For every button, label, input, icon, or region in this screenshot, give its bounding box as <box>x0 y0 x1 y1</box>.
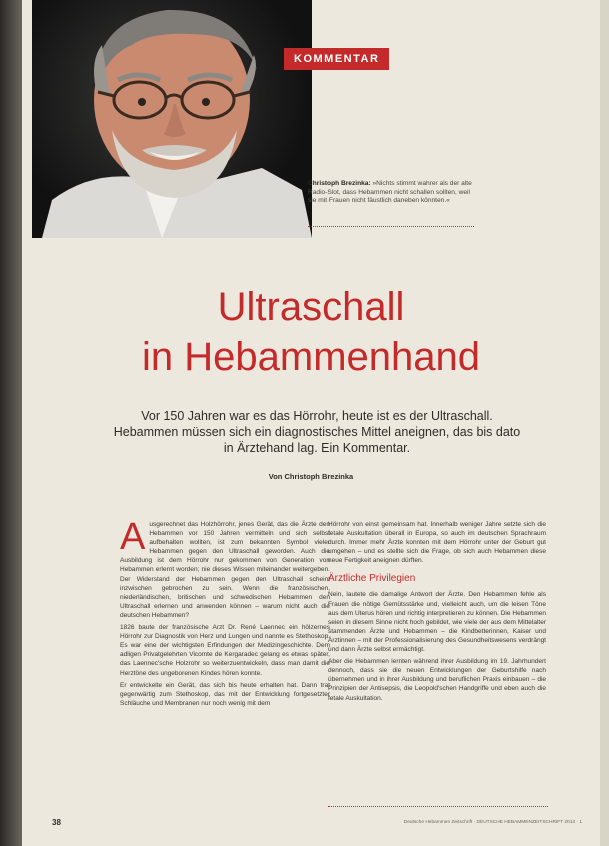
paragraph-text: usgerechnet das Holzhörrohr, jenes Gerät, das die Ärzte den Hebammen vor 150 Jahren vermitteln und sich selbst aufbehalten wollten, ist zum bekannten Symbol vieler Hebammen gegen den Ultraschall geworden. Auch die Ausbildung ist dem Hörrohr nur gekommen von Generation von Hebammen erlernt worden; nie dieses Wissen miteinander weitergeben. Der Widerstand der Hebammen gegen den Ultraschall scheint inzwischen gebrochen zu sein. Wenn die französischen, niederländischen, britischen und schwedischen Hebammen den Ultraschall erlernen und anwenden können – warum nicht auch die deutschen Hebammen? <box>120 521 330 619</box>
page-footer: Deutsche Hebammen Zeitschrift · DEUTSCHE HEBAMMENZEITSCHRIFT 2013 · 1 <box>403 820 582 825</box>
column-divider <box>328 806 548 807</box>
page-number: 38 <box>52 818 61 827</box>
title-line-1: Ultraschall <box>217 285 405 329</box>
title-line-2: in Hebammenhand <box>142 335 480 379</box>
paragraph: Hörrohr von einst gemeinsam hat. Innerhalb weniger Jahre setzte sich die fetale Auskultation überall in Europa, so auch im deutschen Sprachraum durch. Immer mehr Ärzte konnten mit dem Hörrohr unter der Geburt gut umgehen – und es stellte sich die Frage, ob sich auch Hebammen diese neue Fertigkeit aneignen dürften. <box>328 521 546 565</box>
magazine-page <box>22 0 600 846</box>
paragraph: 1826 baute der französische Arzt Dr. René Laennec ein hölzernes Hörrohr zur Diagnostik von Herz und Lungen und nannte es Stethoskop. Es war eine der wichtigsten Erfindungen der Medizingeschichte. Dem adligen Privatgelehrten Vicomte de Kergaradec gelang es etwas später, das Laennec'sche Holzrohr so weiterzuentwickeln, dass man damit die Herztöne des ungeborenen Kindes hören konnte. <box>120 624 330 677</box>
author-portrait <box>32 0 312 238</box>
photo-caption <box>308 180 478 206</box>
book-spine <box>0 0 22 846</box>
paragraph <box>120 516 330 620</box>
portrait-illustration <box>32 0 312 238</box>
paragraph: Er entwickelte ein Gerät, das sich bis heute erhalten hat. Dann trat gegenwärtig zum Stethoskop, das mit der Entwicklung fortgesetzter Schläuche und Membranen nur noch wenig mit dem <box>120 681 330 707</box>
article-lead: Vor 150 Jahren war es das Hörrohr, heute ist es der Ultraschall. Hebammen müssen sich ein diagnostisches Mittel aneignen, das bis dato in Ärztehand lag. Ein Kommentar. <box>113 409 521 455</box>
article-byline: Von Christoph Brezinka <box>268 472 354 481</box>
body-column-left <box>120 516 330 711</box>
article-title <box>22 282 600 382</box>
section-subhead: Ärztliche Privilegien <box>328 573 416 585</box>
caption-text: »Nichts stimmt wahrer als der alte Radio-Slot, dass Hebammen nicht schallen sollten, weil sie mit Frauen nicht fäustlich daneben könnten.« <box>308 180 472 205</box>
paragraph: Nein, lautete die damalige Antwort der Ärzte. Den Hebammen fehle als Frauen die nötige Gemütsstärke und, vielleicht auch, um die leisen Töne aus dem Uterus hören und richtig interpretieren zu können. Die Hebammen seien in diesem Sinne nicht hoch gebildet, wie viele der aus dem Mittelalter stammenden Ärzte und Hebammen – die Kindbetterinnen, Kaiser und Ärztinnen – mit der Professionalisierung des Gesundheitswesens verdrängt und dann Ärzte selbst ermächtigt. <box>328 591 546 654</box>
caption-name: Christoph Brezinka: <box>308 180 371 187</box>
caption-divider <box>308 226 474 227</box>
page-edge <box>600 0 609 846</box>
body-column-right <box>328 520 546 706</box>
drop-cap: A <box>120 516 146 558</box>
paragraph: Aber die Hebammen lernten während ihrer Ausbildung im 19. Jahrhundert dennoch, dass sie die neuen Entwicklungen der Geburtshilfe nach übernehmen und in ihrer Ausbildung und beruflichen Praxis einbauen – die Prinzipien der Antisepsis, die Leopold'schen Handgriffe und eben auch die fetale Auskultation. <box>328 658 546 702</box>
section-tag: KOMMENTAR <box>284 48 389 70</box>
